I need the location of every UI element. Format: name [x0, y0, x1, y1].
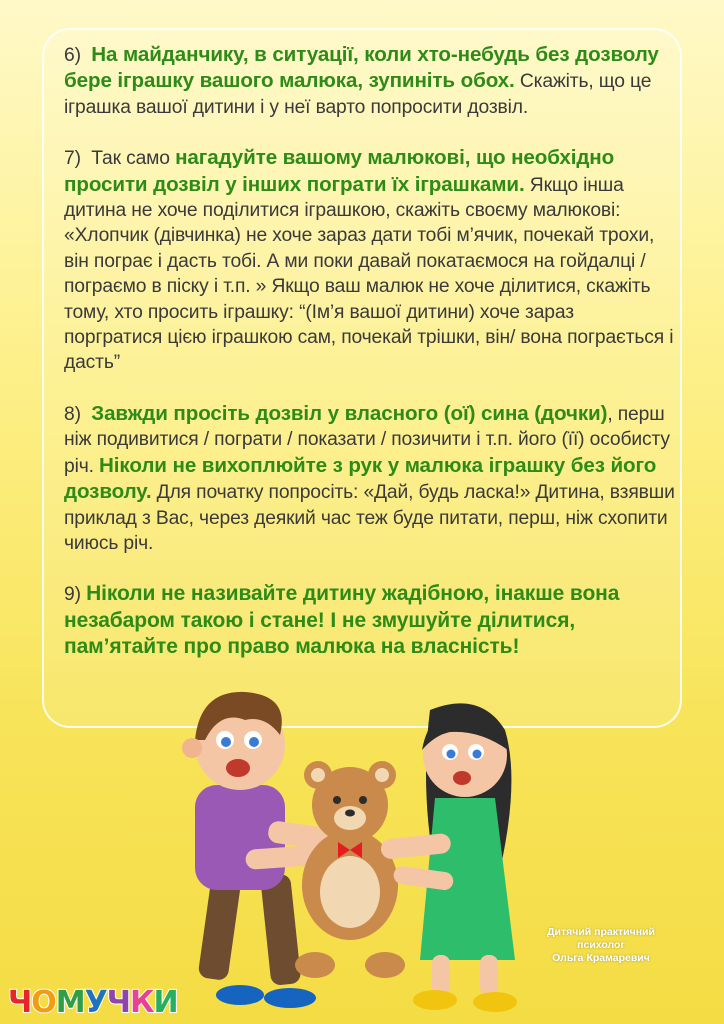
tip-number: 6)	[64, 45, 81, 66]
tip-6	[64, 42, 676, 120]
logo-letter: Ч	[106, 985, 131, 1020]
tip-number: 7)	[64, 148, 81, 170]
tip-text: Так само	[91, 148, 176, 170]
tip-highlight: нагадуйте вашому малюкові, що необхідно просити дозвіл у інших пограти їх іграшками.	[64, 146, 615, 196]
tip-highlight: Ніколи не вихоплюйте з рук у малюка іграшку без його дозволу.	[64, 453, 657, 504]
author-signature	[528, 926, 674, 965]
logo-letter: К	[130, 985, 154, 1020]
children-tugging-teddy-bear-illustration	[150, 670, 550, 1020]
tip-text: Якщо інша дитина не хоче поділитися іграшкою, скажіть своєму малюкові: «Хлопчик (дівчинка) не хоче зараз дати тобі м’ячик, почекай трохи, він пограє і дасть тобі. А ми поки давай покатаємося на гойдалці / пограємо в піску і т.п. » Якщо ваш малюк не хоче ділитися, скажіть тому, хто просить іграшку: “(Ім’я вашої дитини) хоче зараз поргратися цією іграшкою сам, почекай трішки, він/ вона пограється і дасть”	[64, 174, 674, 374]
logo-letter: О	[31, 985, 56, 1020]
tip-highlight: Завжди просіть дозвіл у власного (ої) сина (дочки)	[91, 401, 608, 425]
tip-8	[64, 401, 676, 556]
logo-letter: У	[84, 985, 107, 1020]
signature-line: Дитячий практичний	[547, 926, 655, 938]
signature-line: психолог	[577, 939, 625, 951]
tip-number: 8)	[64, 403, 81, 425]
tip-7	[64, 145, 676, 376]
logo-letter: М	[55, 985, 85, 1020]
signature-line: Ольга Крамаревич	[552, 952, 650, 964]
logo-letter: Ч	[8, 985, 32, 1020]
tip-text: , перш ніж подивитися / пограти / показати / позичити і т.п. його (її) особисту річ.	[64, 403, 670, 477]
brand-logo	[8, 985, 178, 1021]
tip-text: Скажіть, що це іграшка вашої дитини і у неї варто попросити дозвіл.	[64, 71, 652, 118]
tip-highlight: Ніколи не називайте дитину жадібною, інакше вона незабаром такою і стане! І не змушуйте ділитися, пам’ятайте про право малюка на власність!	[64, 582, 620, 659]
tip-text: Для початку попросіть: «Дай, будь ласка!» Дитина, взявши приклад з Вас, через деякий час теж буде питати, перш, ніж схопити чиюсь річ.	[64, 482, 675, 554]
logo-letter: И	[153, 985, 178, 1020]
teddy-bear	[295, 761, 405, 978]
tip-highlight: На майданчику, в ситуації, коли хто-небудь без дозволу бере іграшку вашого малюка, зупиніть обох.	[64, 43, 659, 93]
tip-number: 9)	[64, 584, 81, 606]
tip-9	[64, 581, 676, 660]
tips-list	[64, 42, 676, 686]
